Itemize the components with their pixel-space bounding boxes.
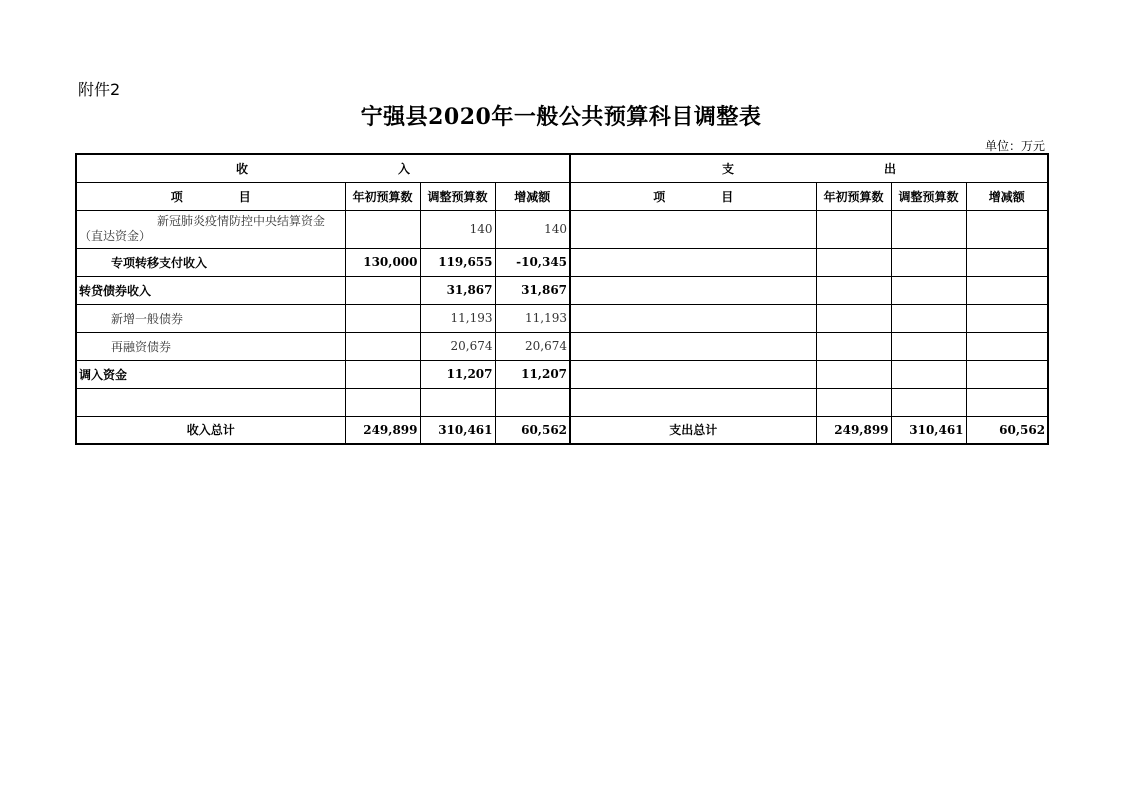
row-item-line1: 新冠肺炎疫情防控中央结算资金 (157, 214, 326, 228)
expense-adjusted-header: 调整预算数 (891, 182, 966, 210)
expense-empty-cell (816, 248, 891, 276)
expense-empty-cell (816, 332, 891, 360)
income-total-initial: 249,899 (345, 416, 420, 444)
row-change: 11,207 (495, 360, 570, 388)
row-adjusted: 119,655 (420, 248, 495, 276)
expense-empty-cell (570, 210, 816, 248)
income-header (76, 154, 570, 182)
income-item-header (76, 182, 345, 210)
row-change: -10,345 (495, 248, 570, 276)
expense-empty-cell (570, 332, 816, 360)
section-header-row (76, 154, 1048, 182)
expense-empty-cell (891, 248, 966, 276)
row-change: 11,193 (495, 304, 570, 332)
expense-header (570, 154, 1048, 182)
row-initial (345, 210, 420, 248)
expense-empty-cell (966, 388, 1048, 416)
expense-empty-cell (966, 276, 1048, 304)
income-total-adjusted: 310,461 (420, 416, 495, 444)
row-item: 专项转移支付收入 (76, 248, 345, 276)
row-item-line2: （直达资金） (79, 229, 152, 243)
expense-total-change: 60,562 (966, 416, 1048, 444)
row-change: 140 (495, 210, 570, 248)
expense-empty-cell (891, 210, 966, 248)
income-header-left: 收 (236, 161, 249, 176)
expense-empty-cell (966, 360, 1048, 388)
row-adjusted: 20,674 (420, 332, 495, 360)
item-header-right: 目 (238, 189, 251, 204)
row-item: 再融资债券 (76, 332, 345, 360)
expense-change-header: 增减额 (966, 182, 1048, 210)
row-initial (345, 388, 420, 416)
income-header-right: 入 (398, 161, 411, 176)
row-change: 20,674 (495, 332, 570, 360)
row-adjusted: 31,867 (420, 276, 495, 304)
table-row (76, 388, 1048, 416)
expense-empty-cell (891, 276, 966, 304)
row-initial (345, 304, 420, 332)
table-row (76, 360, 1048, 388)
row-item: 调入资金 (76, 360, 345, 388)
table-row (76, 332, 1048, 360)
table-row (76, 210, 1048, 248)
expense-empty-cell (816, 276, 891, 304)
unit-label: 单位：万元 (984, 139, 1045, 153)
expense-empty-cell (816, 388, 891, 416)
row-adjusted: 11,207 (420, 360, 495, 388)
expense-total-initial: 249,899 (816, 416, 891, 444)
row-adjusted (420, 388, 495, 416)
row-item: 转贷债券收入 (76, 276, 345, 304)
expense-empty-cell (891, 332, 966, 360)
row-initial (345, 276, 420, 304)
income-adjusted-header: 调整预算数 (420, 182, 495, 210)
expense-empty-cell (570, 388, 816, 416)
row-adjusted: 11,193 (420, 304, 495, 332)
expense-empty-cell (966, 332, 1048, 360)
expense-empty-cell (966, 304, 1048, 332)
income-change-header: 增减额 (495, 182, 570, 210)
expense-empty-cell (966, 210, 1048, 248)
table-row (76, 304, 1048, 332)
row-item: 新增一般债券 (76, 304, 345, 332)
table-row (76, 276, 1048, 304)
expense-header-left: 支 (722, 161, 735, 176)
budget-table (75, 153, 1049, 445)
income-total-change: 60,562 (495, 416, 570, 444)
row-item (76, 210, 345, 248)
expense-empty-cell (966, 248, 1048, 276)
expense-total-adjusted: 310,461 (891, 416, 966, 444)
row-item (76, 388, 345, 416)
totals-row (76, 416, 1048, 444)
row-initial (345, 360, 420, 388)
table-row (76, 248, 1048, 276)
expense-empty-cell (570, 304, 816, 332)
expense-empty-cell (570, 248, 816, 276)
row-change: 31,867 (495, 276, 570, 304)
expense-empty-cell (816, 210, 891, 248)
income-total-label: 收入总计 (76, 416, 345, 444)
item-header-left: 项 (170, 189, 183, 204)
attachment-label: 附件2 (78, 80, 121, 99)
row-initial: 130,000 (345, 248, 420, 276)
expense-empty-cell (570, 276, 816, 304)
item-header-right: 目 (721, 189, 734, 204)
column-header-row (76, 182, 1048, 210)
expense-total-label: 支出总计 (570, 416, 816, 444)
row-initial (345, 332, 420, 360)
income-initial-header: 年初预算数 (345, 182, 420, 210)
expense-empty-cell (570, 360, 816, 388)
page-title: 宁强县2020年一般公共预算科目调整表 (360, 104, 762, 130)
expense-item-header (570, 182, 816, 210)
expense-empty-cell (891, 360, 966, 388)
expense-header-right: 出 (884, 161, 897, 176)
expense-empty-cell (891, 304, 966, 332)
row-change (495, 388, 570, 416)
expense-empty-cell (891, 388, 966, 416)
row-adjusted: 140 (420, 210, 495, 248)
expense-empty-cell (816, 360, 891, 388)
item-header-left: 项 (653, 189, 666, 204)
expense-empty-cell (816, 304, 891, 332)
expense-initial-header: 年初预算数 (816, 182, 891, 210)
